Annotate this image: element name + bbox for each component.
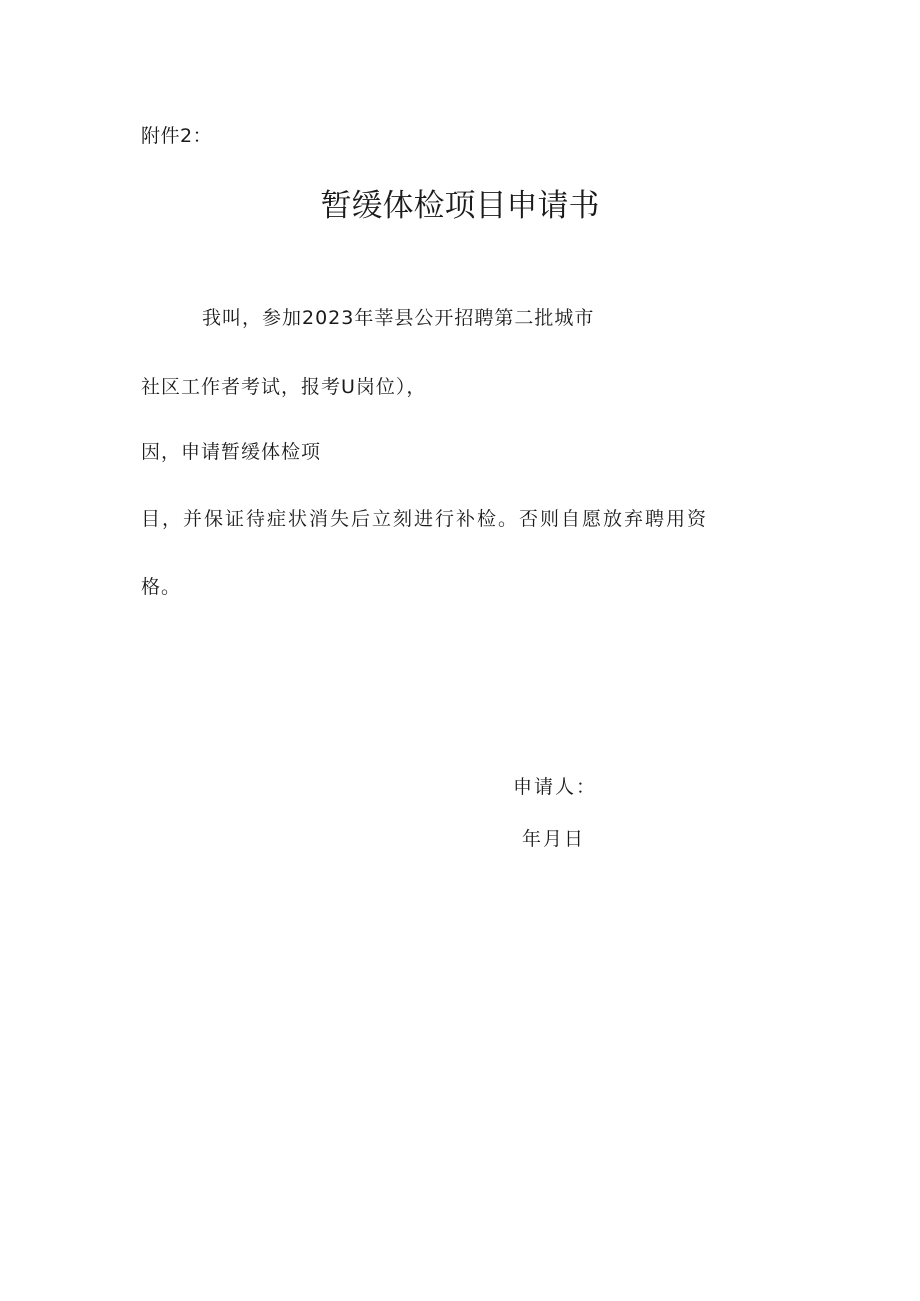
body-paragraph-line-2: 社区工作者考试，报考U岗位）， (141, 376, 427, 398)
body-paragraph-line-1: 我叫，参加2023年莘县公开招聘第二批城市 (202, 307, 595, 329)
attachment-label: 附件2： (141, 125, 213, 147)
date-label: 年月日 (522, 828, 586, 850)
applicant-signature-label: 申请人： (513, 776, 598, 798)
document-title: 暂缓体检项目申请书 (320, 188, 600, 224)
body-paragraph-line-4: 目，并保证待症状消失后立刻进行补检。否则自愿放弃聘用资 (141, 508, 709, 530)
body-paragraph-line-3: 因，申请暂缓体检项 (141, 441, 322, 463)
body-paragraph-line-5: 格。 (141, 576, 182, 598)
